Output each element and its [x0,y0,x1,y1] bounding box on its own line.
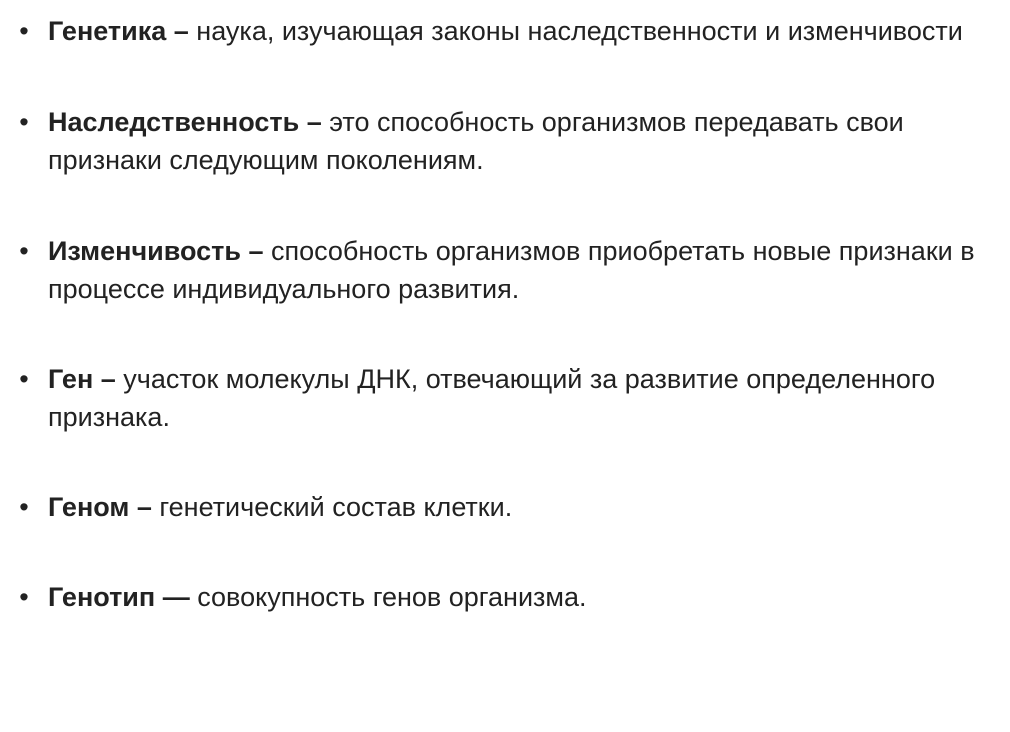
definition-text: генетический состав клетки. [151,492,513,522]
definition-text: совокупность генов организма. [189,582,587,612]
term: Генотип — [48,582,190,612]
definition-text: способность организмов приобретать новые признаки в процессе индивидуального развития. [48,236,975,304]
term: Геном – [48,492,152,522]
bullet: • [19,236,29,266]
bullet: • [19,582,29,612]
definition-item-genetics [0,12,990,50]
term: Изменчивость – [48,236,264,266]
definition-item-gene [0,360,990,436]
bullet: • [19,16,29,46]
bullet: • [19,364,29,394]
definition-text: наука, изучающая законы наследственности и изменчивости [188,16,963,46]
definition-item-genome [0,488,990,526]
definition-text: это способность организмов передавать свои признаки следующим поколениям. [48,107,904,175]
definition-item-variability [0,232,990,308]
definition-item-heredity [0,103,990,179]
term: Наследственность – [48,107,322,137]
definition-item-genotype [0,578,990,616]
bullet: • [19,492,29,522]
bullet: • [19,107,29,137]
definition-text: участок молекулы ДНК, отвечающий за развитие определенного признака. [48,364,936,432]
definition-list [0,12,990,616]
term: Генетика – [48,16,189,46]
term: Ген – [48,364,116,394]
